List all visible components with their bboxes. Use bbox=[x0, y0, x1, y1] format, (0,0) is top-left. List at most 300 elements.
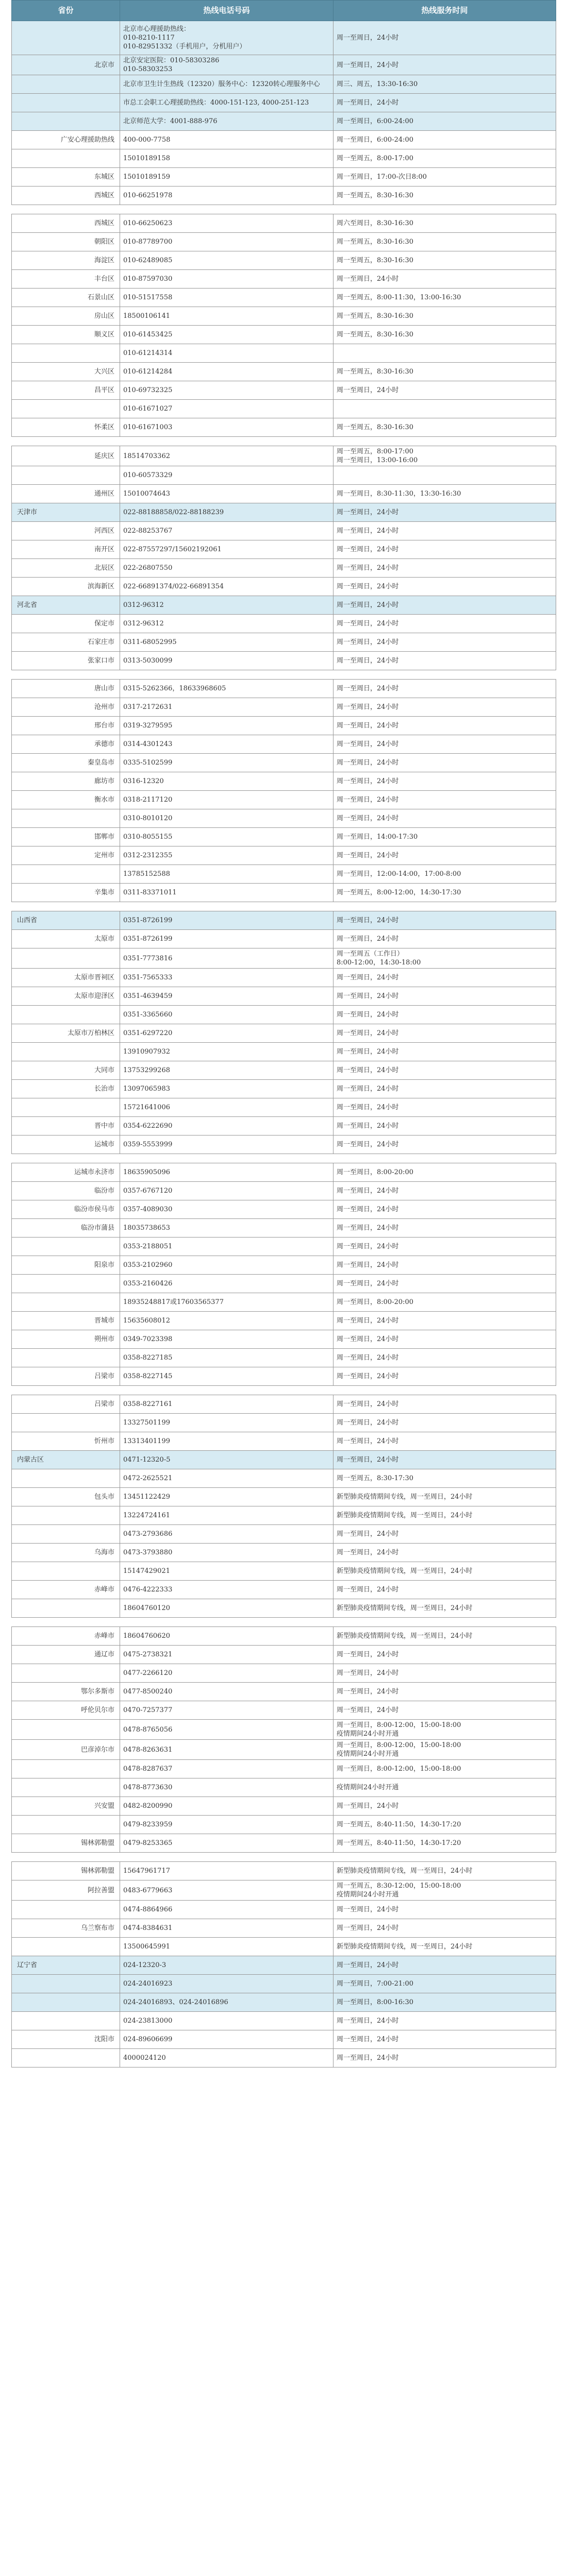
table-row bbox=[12, 1720, 556, 1740]
province-cell: 临汾市侯马市 bbox=[12, 1200, 120, 1219]
hours-cell: 周一至周日，24小时 bbox=[333, 559, 556, 578]
phone-cell: 0472-2625521 bbox=[120, 1469, 333, 1488]
phone-cell: 0358-8227145 bbox=[120, 1367, 333, 1386]
table-row bbox=[12, 596, 556, 615]
province-cell: 吕梁市 bbox=[12, 1395, 120, 1414]
table-row bbox=[12, 1862, 556, 1880]
table-row bbox=[12, 326, 556, 344]
phone-cell: 4000024120 bbox=[120, 2049, 333, 2067]
province-cell: 廊坊市 bbox=[12, 772, 120, 791]
table-row bbox=[12, 884, 556, 902]
hours-cell: 周一至周日，8:00-20:00 bbox=[333, 1293, 556, 1312]
table-row bbox=[12, 2049, 556, 2067]
province-cell: 巴彦淖尔市 bbox=[12, 1740, 120, 1760]
hours-cell bbox=[333, 400, 556, 418]
province-cell: 太原市晋祠区 bbox=[12, 969, 120, 987]
table-row bbox=[12, 503, 556, 522]
table-row bbox=[12, 948, 556, 969]
phone-cell: 010-61214314 bbox=[120, 344, 333, 363]
province-cell: 沧州市 bbox=[12, 698, 120, 717]
table-row bbox=[12, 680, 556, 698]
province-cell: 鄂尔多斯市 bbox=[12, 1683, 120, 1701]
phone-cell: 0314-4301243 bbox=[120, 735, 333, 754]
phone-cell: 0318-2117120 bbox=[120, 791, 333, 809]
table-row bbox=[12, 1488, 556, 1506]
table-row bbox=[12, 1544, 556, 1562]
province-cell: 衡水市 bbox=[12, 791, 120, 809]
province-cell: 太原市迎泽区 bbox=[12, 987, 120, 1006]
phone-cell: 0478-8263631 bbox=[120, 1740, 333, 1760]
hours-cell: 周一至周日，24小时 bbox=[333, 846, 556, 865]
section-gap bbox=[12, 205, 556, 214]
table-row bbox=[12, 754, 556, 772]
table-row bbox=[12, 1919, 556, 1938]
table-row bbox=[12, 1525, 556, 1544]
phone-cell: 0474-8384631 bbox=[120, 1919, 333, 1938]
phone-cell: 0351-4639459 bbox=[120, 987, 333, 1006]
table-row bbox=[12, 1816, 556, 1834]
hours-cell: 周一至周日，6:00-24:00 bbox=[333, 112, 556, 131]
phone-cell: 0353-2102960 bbox=[120, 1256, 333, 1275]
phone-cell: 024-89606699 bbox=[120, 2030, 333, 2049]
table-row bbox=[12, 1256, 556, 1275]
hours-cell: 周一至周日，24小时 bbox=[333, 735, 556, 754]
hours-cell: 周一至周日，24小时 bbox=[333, 1367, 556, 1386]
section-gap bbox=[12, 902, 556, 911]
hours-cell: 周三、周五，13:30-16:30 bbox=[333, 75, 556, 94]
phone-cell: 13500645991 bbox=[120, 1938, 333, 1956]
phone-cell: 18500106141 bbox=[120, 307, 333, 326]
province-cell: 忻州市 bbox=[12, 1432, 120, 1451]
phone-cell: 0351-8726199 bbox=[120, 911, 333, 930]
province-cell: 南开区 bbox=[12, 540, 120, 559]
hours-cell: 周一至周日，24小时 bbox=[333, 1330, 556, 1349]
hours-cell: 周一至周日，24小时 bbox=[333, 809, 556, 828]
table-row bbox=[12, 1901, 556, 1919]
phone-cell: 13785152588 bbox=[120, 865, 333, 884]
phone-cell: 0479-8233959 bbox=[120, 1816, 333, 1834]
table-row bbox=[12, 1163, 556, 1182]
province-cell: 内蒙古区 bbox=[12, 1451, 120, 1469]
hours-cell: 周一至周日，24小时 bbox=[333, 540, 556, 559]
table-row bbox=[12, 381, 556, 400]
hours-cell: 周一至周日，8:30-11:30，13:30-16:30 bbox=[333, 485, 556, 503]
phone-cell: 13451122429 bbox=[120, 1488, 333, 1506]
hours-cell: 周一至周五，8:30-16:30 bbox=[333, 187, 556, 205]
phone-cell: 北京市心理援助热线： 010-8210-1117 010-82951332（手机用户，分机用户） bbox=[120, 21, 333, 55]
province-cell bbox=[12, 1349, 120, 1367]
hours-cell: 周一至周日，24小时 bbox=[333, 94, 556, 112]
table-row bbox=[12, 1395, 556, 1414]
table-row bbox=[12, 522, 556, 540]
phone-cell: 0310-8055155 bbox=[120, 828, 333, 846]
hours-cell: 周一至周日，24小时 bbox=[333, 633, 556, 652]
hours-cell: 周一至周日，24小时 bbox=[333, 1432, 556, 1451]
table-row bbox=[12, 1778, 556, 1797]
table-row bbox=[12, 1740, 556, 1760]
province-cell: 河西区 bbox=[12, 522, 120, 540]
table-row bbox=[12, 1080, 556, 1098]
province-cell: 张家口市 bbox=[12, 652, 120, 670]
province-cell: 西城区 bbox=[12, 187, 120, 205]
hours-cell: 周一至周日，24小时 bbox=[333, 987, 556, 1006]
table-row bbox=[12, 615, 556, 633]
table-row bbox=[12, 911, 556, 930]
phone-cell: 0310-8010120 bbox=[120, 809, 333, 828]
province-cell bbox=[12, 149, 120, 168]
province-cell bbox=[12, 2049, 120, 2067]
province-cell: 长治市 bbox=[12, 1080, 120, 1098]
hours-cell: 周一至周日，24小时 bbox=[333, 698, 556, 717]
phone-cell: 0358-8227161 bbox=[120, 1395, 333, 1414]
hours-cell: 周一至周日，24小时 bbox=[333, 1901, 556, 1919]
province-cell: 丰台区 bbox=[12, 270, 120, 289]
hours-cell: 周一至周日，24小时 bbox=[333, 1006, 556, 1024]
province-cell bbox=[12, 1760, 120, 1778]
hours-cell: 周一至周日，24小时 bbox=[333, 381, 556, 400]
province-cell bbox=[12, 1506, 120, 1525]
hours-cell: 周一至周日，8:00-16:30 bbox=[333, 1993, 556, 2012]
province-cell: 太原市万柏林区 bbox=[12, 1024, 120, 1043]
hours-cell: 周一至周日，24小时 bbox=[333, 596, 556, 615]
table-row bbox=[12, 307, 556, 326]
header-province: 省份 bbox=[12, 1, 120, 21]
table-row bbox=[12, 289, 556, 307]
table-row bbox=[12, 809, 556, 828]
province-cell bbox=[12, 1098, 120, 1117]
province-cell: 锡林郭勒盟 bbox=[12, 1862, 120, 1880]
hours-cell: 周一至周日，24小时 bbox=[333, 1797, 556, 1816]
header-phone: 热线电话号码 bbox=[120, 1, 333, 21]
phone-cell: 0353-2188051 bbox=[120, 1238, 333, 1256]
phone-cell: 022-88253767 bbox=[120, 522, 333, 540]
table-row bbox=[12, 1664, 556, 1683]
table-row bbox=[12, 633, 556, 652]
table-row bbox=[12, 214, 556, 233]
table-row bbox=[12, 112, 556, 131]
hours-cell: 周一至周日，24小时 bbox=[333, 717, 556, 735]
phone-cell: 13753299268 bbox=[120, 1061, 333, 1080]
hours-cell: 周一至周五，8:40-11:50，14:30-17:20 bbox=[333, 1816, 556, 1834]
table-row bbox=[12, 578, 556, 596]
province-cell bbox=[12, 344, 120, 363]
phone-cell: 0470-7257377 bbox=[120, 1701, 333, 1720]
gap-cell bbox=[12, 1386, 556, 1395]
hours-cell: 周一至周五，8:00-12:00，14:30-17:30 bbox=[333, 884, 556, 902]
phone-cell: 022-88188858/022-88188239 bbox=[120, 503, 333, 522]
table-row bbox=[12, 1117, 556, 1136]
phone-cell: 0311-68052995 bbox=[120, 633, 333, 652]
hours-cell: 周一至周日，24小时 bbox=[333, 969, 556, 987]
province-cell: 邯郸市 bbox=[12, 828, 120, 846]
province-cell bbox=[12, 1275, 120, 1293]
hours-cell: 周一至周五，8:00-11:30，13:00-16:30 bbox=[333, 289, 556, 307]
province-cell: 保定市 bbox=[12, 615, 120, 633]
province-cell bbox=[12, 21, 120, 55]
table-row bbox=[12, 1200, 556, 1219]
hours-cell: 新型肺炎疫情期间专线，周一至周日，24小时 bbox=[333, 1488, 556, 1506]
province-cell: 临汾市蒲县 bbox=[12, 1219, 120, 1238]
province-cell: 邢台市 bbox=[12, 717, 120, 735]
table-row bbox=[12, 1432, 556, 1451]
phone-cell: 024-23813000 bbox=[120, 2012, 333, 2030]
hours-cell: 周一至周日，24小时 bbox=[333, 2049, 556, 2067]
hours-cell: 周一至周五，8:30-16:30 bbox=[333, 363, 556, 381]
province-cell: 山西省 bbox=[12, 911, 120, 930]
table-row bbox=[12, 652, 556, 670]
province-cell: 东城区 bbox=[12, 168, 120, 187]
table-row bbox=[12, 1219, 556, 1238]
hours-cell: 周一至周日，24小时 bbox=[333, 1098, 556, 1117]
phone-cell: 0358-8227185 bbox=[120, 1349, 333, 1367]
table-row bbox=[12, 1701, 556, 1720]
phone-cell: 13097065983 bbox=[120, 1080, 333, 1098]
hours-cell: 周一至周日，24小时 bbox=[333, 1525, 556, 1544]
table-row bbox=[12, 930, 556, 948]
table-row bbox=[12, 1993, 556, 2012]
province-cell: 天津市 bbox=[12, 503, 120, 522]
table-row bbox=[12, 1293, 556, 1312]
province-cell bbox=[12, 1778, 120, 1797]
hours-cell: 新型肺炎疫情期间专线，周一至周日，24小时 bbox=[333, 1599, 556, 1618]
phone-cell: 010-87597030 bbox=[120, 270, 333, 289]
province-cell: 沈阳市 bbox=[12, 2030, 120, 2049]
province-cell bbox=[12, 1993, 120, 2012]
phone-cell: 0473-3793880 bbox=[120, 1544, 333, 1562]
table-row bbox=[12, 1469, 556, 1488]
province-cell: 包头市 bbox=[12, 1488, 120, 1506]
phone-cell: 400-000-7758 bbox=[120, 131, 333, 149]
phone-cell: 18514703362 bbox=[120, 446, 333, 466]
phone-cell: 010-61453425 bbox=[120, 326, 333, 344]
hours-cell: 新型肺炎疫情期间专线，周一至周日，24小时 bbox=[333, 1506, 556, 1525]
table-row bbox=[12, 1238, 556, 1256]
header-row bbox=[12, 1, 556, 21]
table-row bbox=[12, 21, 556, 55]
table-row bbox=[12, 1367, 556, 1386]
table-row bbox=[12, 969, 556, 987]
table-row bbox=[12, 55, 556, 75]
phone-cell: 0478-8287637 bbox=[120, 1760, 333, 1778]
province-cell: 锡林郭勒盟 bbox=[12, 1834, 120, 1853]
phone-cell: 0482-8200990 bbox=[120, 1797, 333, 1816]
province-cell bbox=[12, 1938, 120, 1956]
hours-cell: 周一至周日，24小时 bbox=[333, 1312, 556, 1330]
phone-cell: 18604760120 bbox=[120, 1599, 333, 1618]
hours-cell: 周一至周日，17:00-次日8:00 bbox=[333, 168, 556, 187]
section-gap bbox=[12, 1853, 556, 1862]
phone-cell: 0312-96312 bbox=[120, 596, 333, 615]
phone-cell: 0357-4089030 bbox=[120, 1200, 333, 1219]
hours-cell: 周一至周日，24小时 bbox=[333, 1043, 556, 1061]
province-cell bbox=[12, 75, 120, 94]
phone-cell: 18635905096 bbox=[120, 1163, 333, 1182]
province-cell: 房山区 bbox=[12, 307, 120, 326]
table-body bbox=[12, 21, 556, 2067]
table-row bbox=[12, 2012, 556, 2030]
hours-cell: 周一至周日，24小时 bbox=[333, 1414, 556, 1432]
gap-cell bbox=[12, 437, 556, 446]
phone-cell: 0315-5262366，18633968605 bbox=[120, 680, 333, 698]
phone-cell: 0478-8773630 bbox=[120, 1778, 333, 1797]
hours-cell: 周一至周日，24小时 bbox=[333, 270, 556, 289]
phone-cell: 13327501199 bbox=[120, 1414, 333, 1432]
table-row bbox=[12, 1312, 556, 1330]
province-cell: 石景山区 bbox=[12, 289, 120, 307]
hours-cell: 周一至周日，24小时 bbox=[333, 578, 556, 596]
hours-cell: 周一至周日，24小时 bbox=[333, 680, 556, 698]
hours-cell: 周一至周五，8:30-16:30 bbox=[333, 326, 556, 344]
province-cell bbox=[12, 112, 120, 131]
hours-cell: 周六至周日，8:30-16:30 bbox=[333, 214, 556, 233]
province-cell: 阿拉善盟 bbox=[12, 1880, 120, 1901]
hours-cell: 周一至周日，24小时 bbox=[333, 1349, 556, 1367]
hours-cell: 周一至周日，24小时 bbox=[333, 1136, 556, 1154]
province-cell: 运城市 bbox=[12, 1136, 120, 1154]
phone-cell: 010-51517558 bbox=[120, 289, 333, 307]
table-row bbox=[12, 698, 556, 717]
province-cell: 朝阳区 bbox=[12, 233, 120, 251]
hours-cell: 周一至周日，24小时 bbox=[333, 652, 556, 670]
province-cell bbox=[12, 1469, 120, 1488]
hours-cell: 疫情期间24小时开通 bbox=[333, 1778, 556, 1797]
table-row bbox=[12, 233, 556, 251]
table-row bbox=[12, 540, 556, 559]
table-row bbox=[12, 94, 556, 112]
hours-cell: 周一至周日，12:00-14:00，17:00-8:00 bbox=[333, 865, 556, 884]
phone-cell: 0312-96312 bbox=[120, 615, 333, 633]
province-cell: 晋城市 bbox=[12, 1312, 120, 1330]
table-row bbox=[12, 846, 556, 865]
table-row bbox=[12, 485, 556, 503]
table-row bbox=[12, 1136, 556, 1154]
table-row bbox=[12, 1627, 556, 1646]
province-cell bbox=[12, 1816, 120, 1834]
table-row bbox=[12, 1683, 556, 1701]
phone-cell: 022-87557297/15602192061 bbox=[120, 540, 333, 559]
province-cell bbox=[12, 1414, 120, 1432]
hours-cell: 周一至周日，24小时 bbox=[333, 1200, 556, 1219]
table-row bbox=[12, 1760, 556, 1778]
province-cell: 赤峰市 bbox=[12, 1581, 120, 1599]
table-row bbox=[12, 1938, 556, 1956]
province-cell: 延庆区 bbox=[12, 446, 120, 466]
province-cell bbox=[12, 400, 120, 418]
table-row bbox=[12, 2030, 556, 2049]
hours-cell: 周一至周日，24小时 bbox=[333, 2012, 556, 2030]
table-row bbox=[12, 559, 556, 578]
table-row bbox=[12, 1975, 556, 1993]
province-cell: 辽宁省 bbox=[12, 1956, 120, 1975]
table-row bbox=[12, 1562, 556, 1581]
table-row bbox=[12, 1006, 556, 1024]
hours-cell bbox=[333, 466, 556, 485]
province-cell: 乌兰察布市 bbox=[12, 1919, 120, 1938]
province-cell: 通州区 bbox=[12, 485, 120, 503]
table-row bbox=[12, 1330, 556, 1349]
phone-cell: 0349-7023398 bbox=[120, 1330, 333, 1349]
hours-cell: 周一至周日，24小时 bbox=[333, 930, 556, 948]
hours-cell: 周一至周日，24小时 bbox=[333, 1238, 556, 1256]
province-cell: 大同市 bbox=[12, 1061, 120, 1080]
phone-cell: 0354-6222690 bbox=[120, 1117, 333, 1136]
hours-cell: 周一至周五，8:30-16:30 bbox=[333, 307, 556, 326]
phone-cell: 15010074643 bbox=[120, 485, 333, 503]
hours-cell: 周一至周日，24小时 bbox=[333, 1061, 556, 1080]
hours-cell: 周一至周日，8:00-12:00，15:00-18:00 bbox=[333, 1760, 556, 1778]
phone-cell: 0483-6779663 bbox=[120, 1880, 333, 1901]
phone-cell: 市总工会职工心理援助热线：4000-151-123, 4000-251-123 bbox=[120, 94, 333, 112]
province-cell: 北京市 bbox=[12, 55, 120, 75]
province-cell: 兴安盟 bbox=[12, 1797, 120, 1816]
province-cell: 石家庄市 bbox=[12, 633, 120, 652]
phone-cell: 0359-5553999 bbox=[120, 1136, 333, 1154]
phone-cell: 15721641006 bbox=[120, 1098, 333, 1117]
section-gap bbox=[12, 1154, 556, 1163]
province-cell bbox=[12, 466, 120, 485]
table-row bbox=[12, 344, 556, 363]
phone-cell: 010-87789700 bbox=[120, 233, 333, 251]
phone-cell: 15147429021 bbox=[120, 1562, 333, 1581]
province-cell: 西城区 bbox=[12, 214, 120, 233]
province-cell: 通辽市 bbox=[12, 1646, 120, 1664]
table-row bbox=[12, 1024, 556, 1043]
phone-cell: 0351-8726199 bbox=[120, 930, 333, 948]
phone-cell: 0475-2738321 bbox=[120, 1646, 333, 1664]
hours-cell: 周一至周日，24小时 bbox=[333, 1664, 556, 1683]
phone-cell: 0319-3279595 bbox=[120, 717, 333, 735]
hours-cell: 周一至周五（工作日） 8:00-12:00，14:30-18:00 bbox=[333, 948, 556, 969]
table-row bbox=[12, 1581, 556, 1599]
hours-cell: 新型肺炎疫情期间专线，周一至周日，24小时 bbox=[333, 1862, 556, 1880]
hotline-sheet bbox=[11, 0, 556, 2067]
hours-cell: 周一至周五，8:30-12:00，15:00-18:00 疫情期间24小时开通 bbox=[333, 1880, 556, 1901]
province-cell: 大兴区 bbox=[12, 363, 120, 381]
hours-cell bbox=[333, 344, 556, 363]
phone-cell: 0477-2266120 bbox=[120, 1664, 333, 1683]
phone-cell: 0313-5030099 bbox=[120, 652, 333, 670]
hours-cell: 周一至周日，24小时 bbox=[333, 615, 556, 633]
phone-cell: 0479-8253365 bbox=[120, 1834, 333, 1853]
phone-cell: 010-61671003 bbox=[120, 418, 333, 437]
table-row bbox=[12, 791, 556, 809]
hours-cell: 周一至周日，24小时 bbox=[333, 55, 556, 75]
hours-cell: 周一至周日，24小时 bbox=[333, 522, 556, 540]
hours-cell: 周一至周五，8:00-17:00 bbox=[333, 149, 556, 168]
phone-cell: 北京市卫生计生热线（12320）服务中心：12320转心理服务中心 bbox=[120, 75, 333, 94]
table-row bbox=[12, 75, 556, 94]
phone-cell: 0351-7565333 bbox=[120, 969, 333, 987]
phone-cell: 010-60573329 bbox=[120, 466, 333, 485]
phone-cell: 010-66251978 bbox=[120, 187, 333, 205]
phone-cell: 15010189158 bbox=[120, 149, 333, 168]
table-row bbox=[12, 1275, 556, 1293]
province-cell bbox=[12, 1599, 120, 1618]
hours-cell: 周一至周日，24小时 bbox=[333, 754, 556, 772]
province-cell: 定州市 bbox=[12, 846, 120, 865]
hours-cell: 周一至周五，8:40-11:50，14:30-17:20 bbox=[333, 1834, 556, 1853]
table-row bbox=[12, 717, 556, 735]
phone-cell: 13910907932 bbox=[120, 1043, 333, 1061]
table-row bbox=[12, 1956, 556, 1975]
province-cell bbox=[12, 1006, 120, 1024]
gap-cell bbox=[12, 1853, 556, 1862]
phone-cell: 0353-2160426 bbox=[120, 1275, 333, 1293]
hours-cell: 周一至周日，24小时 bbox=[333, 1117, 556, 1136]
province-cell bbox=[12, 1043, 120, 1061]
phone-cell: 北京安定医院：010-58303286 010-58303253 bbox=[120, 55, 333, 75]
province-cell: 呼伦贝尔市 bbox=[12, 1701, 120, 1720]
